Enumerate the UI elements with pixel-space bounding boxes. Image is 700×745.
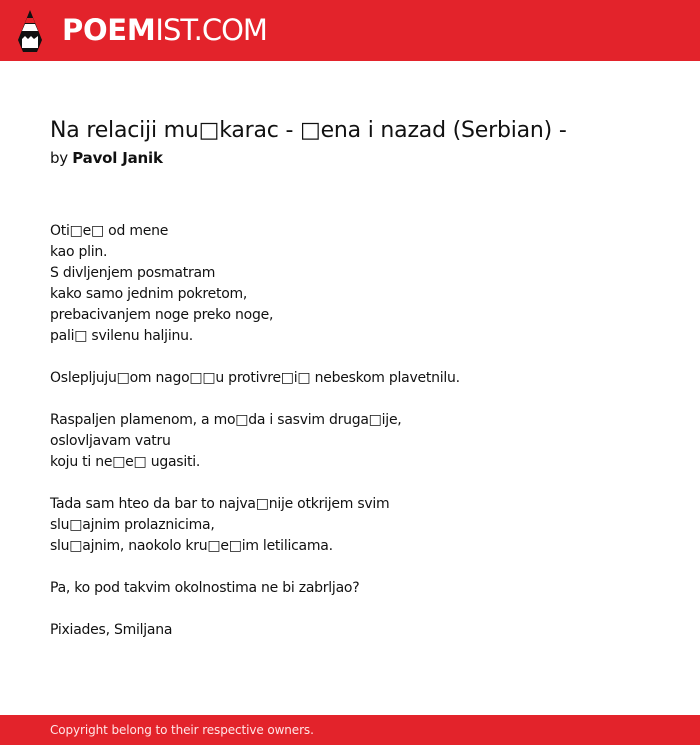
poem-line: Raspaljen plamenom, a mo□da i sasvim druga□ije, (50, 412, 402, 428)
poem-line: Oslepljuju□om nago□□u protivre□i□ nebeskom plavetnilu. (50, 370, 460, 386)
poem-line: koju ti ne□e□ ugasiti. (50, 454, 201, 470)
poem-line: S divljenjem posmatram (50, 265, 216, 281)
poem-line: slu□ajnim, naokolo kru□e□im letilicama. (50, 538, 333, 554)
poem-line: pali□ svilenu haljinu. (50, 328, 193, 344)
byline-label: by (50, 149, 68, 167)
site-logo-secondary: IST.COM (155, 12, 267, 47)
poem-line: kao plin. (50, 244, 108, 260)
poem-line: Oti□e□ od mene (50, 223, 169, 239)
poem-line: kako samo jednim pokretom, (50, 286, 248, 302)
author-name: Pavol Janik (72, 149, 163, 167)
poem-byline (50, 147, 670, 169)
stanza-break (50, 389, 670, 410)
site-logo-wordmark (62, 12, 267, 47)
poem-translator: Pixiades, Smiljana (50, 622, 173, 638)
pencil-icon (18, 10, 42, 52)
site-logo-primary: POEM (62, 12, 156, 47)
stanza-break (50, 347, 670, 368)
poem-line: Pa, ko pod takvim okolnostima ne bi zabrljao? (50, 580, 360, 596)
poem-line: Tada sam hteo da bar to najva□nije otkrijem svim (50, 496, 390, 512)
poem-line: prebacivanjem noge preko noge, (50, 307, 274, 323)
stanza-break (50, 473, 670, 494)
poem-content (50, 116, 670, 641)
poem-line: slu□ajnim prolaznicima, (50, 517, 215, 533)
site-header (0, 0, 700, 61)
site-logo-link[interactable] (18, 9, 267, 53)
site-footer (0, 715, 700, 745)
copyright-notice: Copyright belong to their respective owners. (50, 723, 314, 737)
poem-title: Na relaciji mu□karac - □ena i nazad (Serbian) - (50, 118, 567, 143)
poem-line: oslovljavam vatru (50, 433, 171, 449)
poem-body (50, 221, 670, 641)
stanza-break (50, 557, 670, 578)
stanza-break (50, 599, 670, 620)
